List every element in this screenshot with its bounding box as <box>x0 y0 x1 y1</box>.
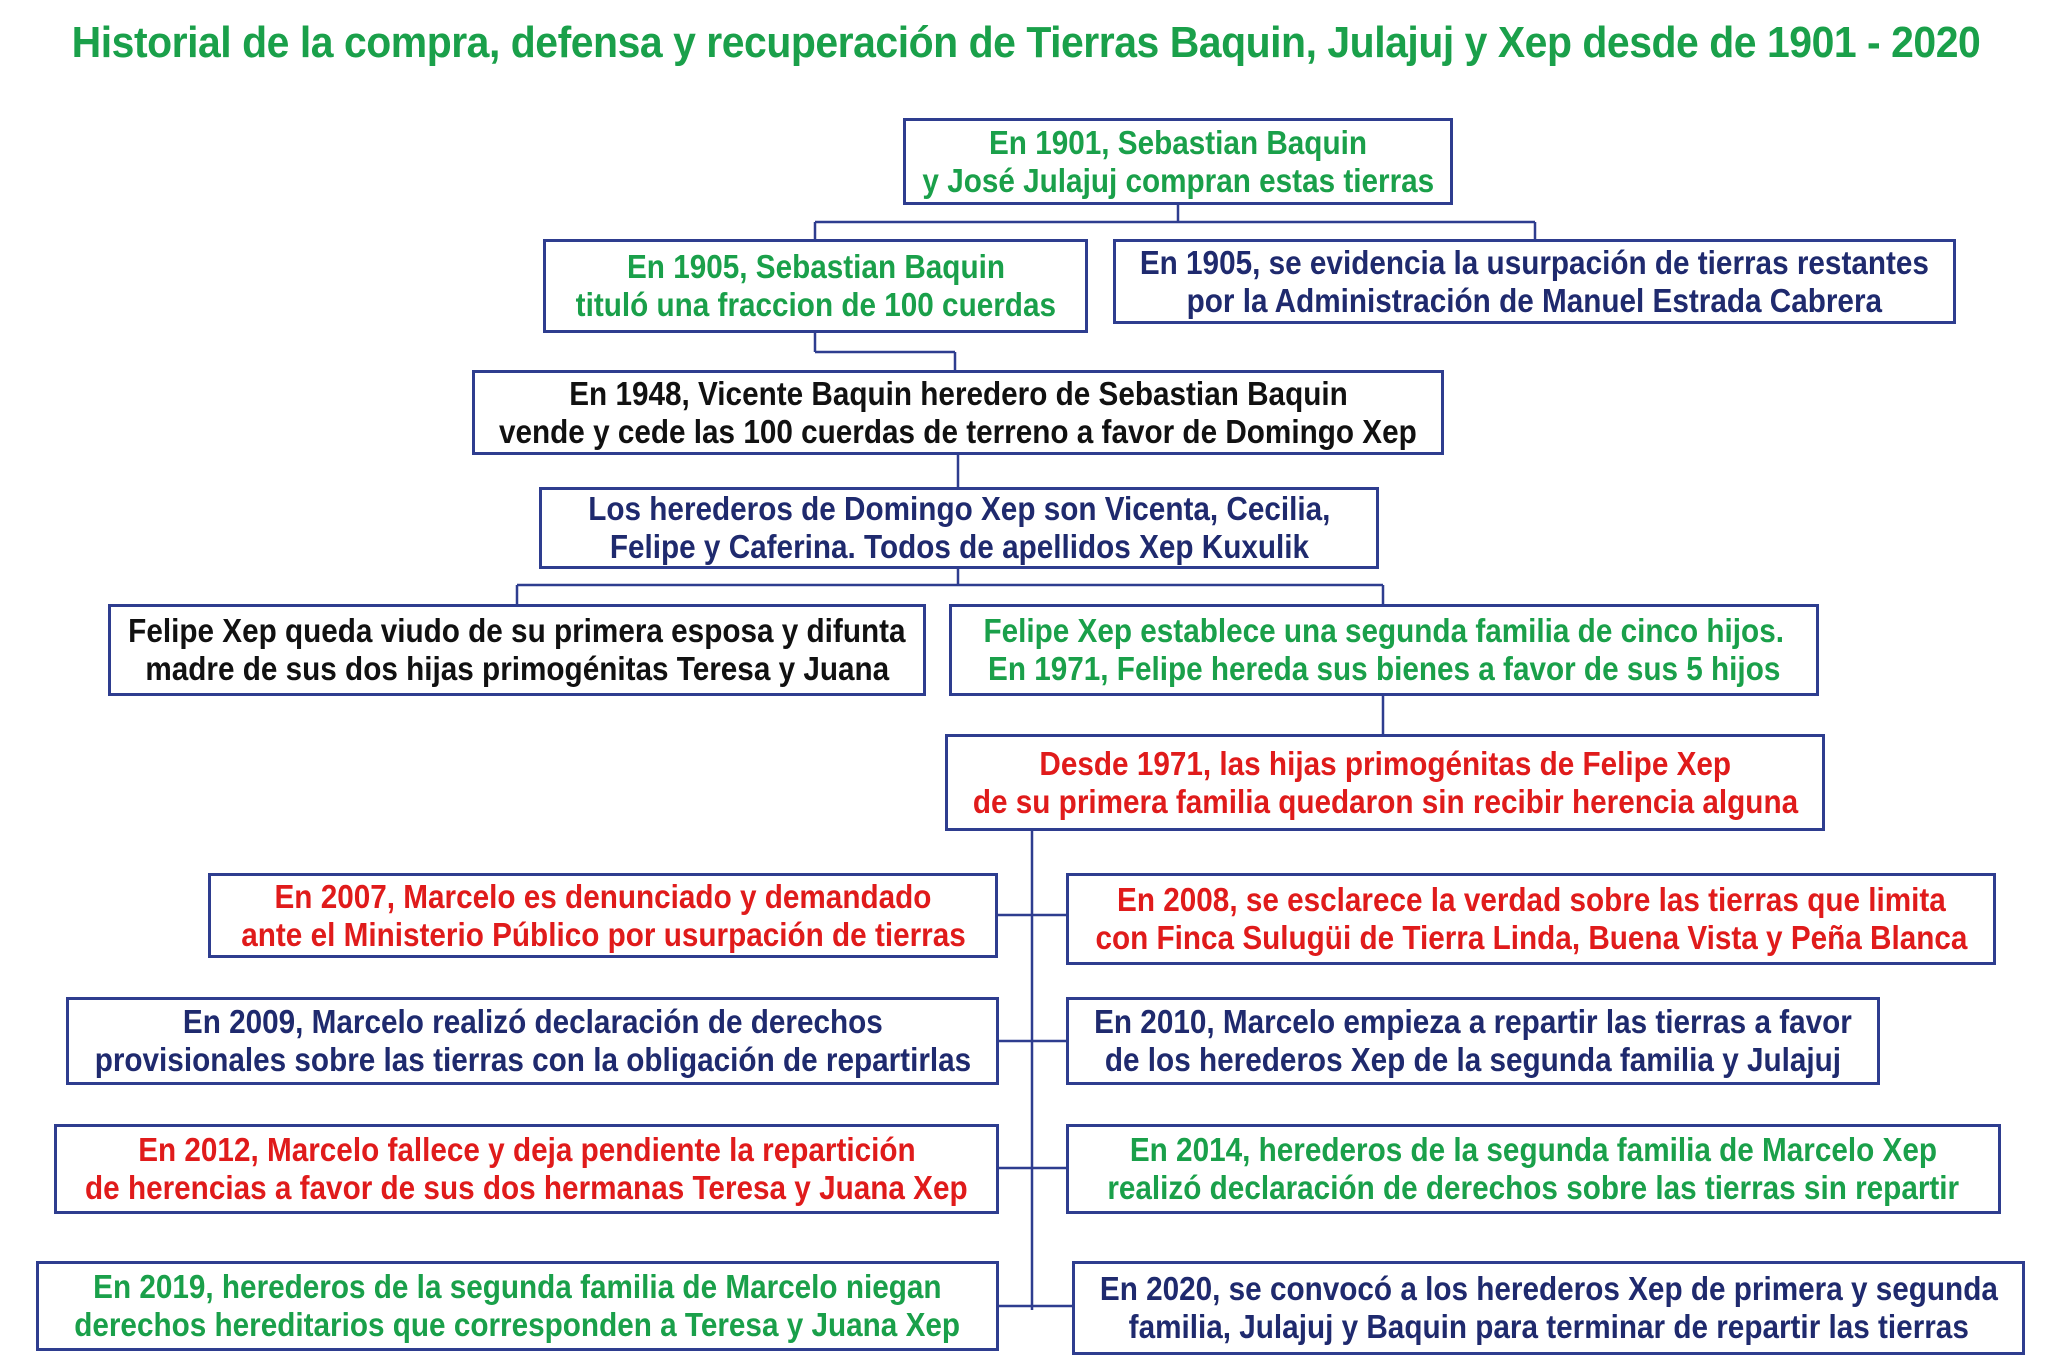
node-text-line: y José Julajuj compran estas tierras <box>922 161 1434 199</box>
node-n1971 <box>945 734 1825 831</box>
diagram-title: Historial de la compra, defensa y recuperación de Tierras Baquin, Julajuj y Xep desde de 1901 - 2020 <box>71 18 1981 67</box>
node-text-line: Desde 1971, las hijas primogénitas de Felipe Xep <box>1039 744 1731 782</box>
node-n2012 <box>54 1124 999 1214</box>
node-text-line: En 2019, herederos de la segunda familia de Marcelo niegan <box>93 1268 942 1305</box>
node-text-line: En 1948, Vicente Baquin heredero de Sebastian Baquin <box>568 374 1348 412</box>
node-text-line: Felipe Xep queda viudo de su primera esposa y difunta <box>128 612 906 649</box>
node-n2007 <box>208 873 998 958</box>
node-text-line: por la Administración de Manuel Estrada Cabrera <box>1186 281 1883 319</box>
node-n1905b <box>1113 239 1956 324</box>
node-text-line: En 2010, Marcelo empieza a repartir las tierras a favor <box>1094 1003 1852 1040</box>
node-text-line: madre de sus dos hijas primogénitas Teresa y Juana <box>145 650 889 687</box>
node-text-line: Felipe Xep establece una segunda familia de cinco hijos. <box>983 612 1785 649</box>
node-text-line: ante el Ministerio Público por usurpación de tierras <box>240 915 966 953</box>
node-n2020 <box>1072 1261 2025 1355</box>
node-nviudo <box>108 604 926 696</box>
node-text-line: En 2014, herederos de la segunda familia de Marcelo Xep <box>1129 1131 1938 1168</box>
node-n1901 <box>903 118 1453 205</box>
node-text-line: de su primera familia quedaron sin recibir herencia alguna <box>972 782 1798 820</box>
node-n1948 <box>472 370 1444 455</box>
node-text-line: con Finca Sulugüi de Tierra Linda, Buena Vista y Peña Blanca <box>1094 919 1968 956</box>
node-text-line: En 1905, Sebastian Baquin <box>626 248 1005 285</box>
node-text-line: Felipe y Caferina. Todos de apellidos Xep Kuxulik <box>609 528 1309 565</box>
node-text-line: En 1971, Felipe hereda sus bienes a favor de sus 5 hijos <box>987 650 1781 687</box>
node-text-line: En 1901, Sebastian Baquin <box>988 123 1367 161</box>
node-text-line: de herencias a favor de sus dos hermanas Teresa y Juana Xep <box>85 1169 968 1206</box>
node-nsegunda <box>949 604 1819 696</box>
node-n2010 <box>1066 997 1880 1085</box>
node-text-line: provisionales sobre las tierras con la obligación de repartirlas <box>94 1041 971 1078</box>
node-text-line: En 2009, Marcelo realizó declaración de derechos <box>182 1003 883 1040</box>
node-text-line: En 1905, se evidencia la usurpación de tierras restantes <box>1139 243 1930 281</box>
node-n1905a <box>543 239 1088 333</box>
node-text-line: En 2012, Marcelo fallece y deja pendiente la repartición <box>137 1131 916 1168</box>
node-text-line: En 2008, se esclarece la verdad sobre las tierras que limita <box>1116 881 1946 918</box>
node-n2019 <box>36 1261 999 1351</box>
node-nheirs <box>539 487 1379 569</box>
node-text-line: vende y cede las 100 cuerdas de terreno a favor de Domingo Xep <box>499 412 1417 450</box>
node-n2008 <box>1066 873 1996 965</box>
node-text-line: En 2007, Marcelo es denunciado y demandado <box>274 877 932 915</box>
node-text-line: Los herederos de Domingo Xep son Vicenta, Cecilia, <box>587 490 1331 527</box>
node-text-line: tituló una fraccion de 100 cuerdas <box>575 286 1056 323</box>
node-text-line: familia, Julajuj y Baquin para terminar de repartir las tierras <box>1128 1308 1969 1345</box>
node-n2009 <box>66 997 999 1085</box>
node-n2014 <box>1066 1124 2001 1214</box>
node-text-line: derechos hereditarios que corresponden a Teresa y Juana Xep <box>74 1306 961 1343</box>
node-text-line: realizó declaración de derechos sobre las tierras sin repartir <box>1107 1169 1960 1206</box>
node-text-line: En 2020, se convocó a los herederos Xep de primera y segunda <box>1099 1270 1998 1307</box>
node-text-line: de los herederos Xep de la segunda familia y Julajuj <box>1104 1041 1842 1078</box>
